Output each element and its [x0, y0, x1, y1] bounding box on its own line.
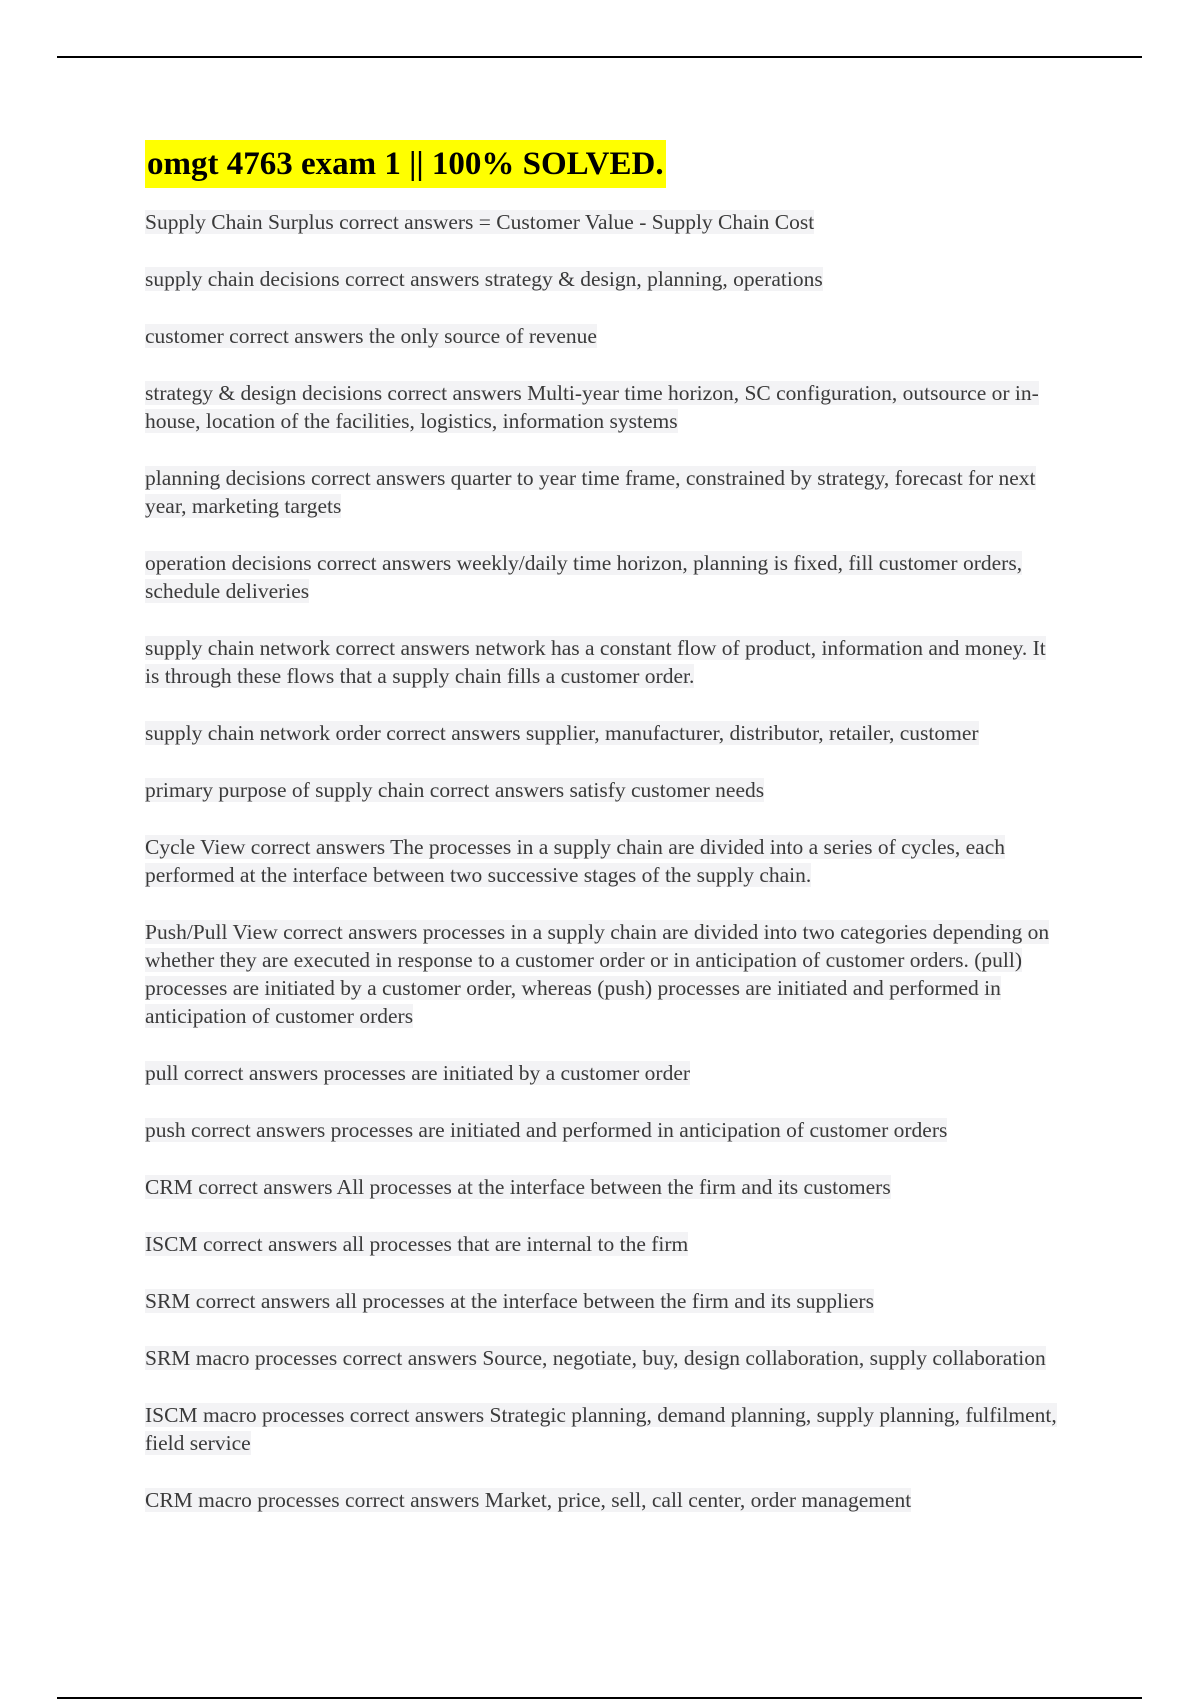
qa-item [145, 1486, 1065, 1514]
qa-text: Cycle View correct answers The processes in a supply chain are divided into a series of cycles, each performed at the interface between two successive stages of the supply chain. [145, 835, 1005, 887]
qa-text: supply chain network correct answers network has a constant flow of product, information and money. It is through these flows that a supply chain fills a customer order. [145, 636, 1046, 688]
qa-text: ISCM correct answers all processes that are internal to the firm [145, 1232, 689, 1256]
qa-item [145, 322, 1065, 350]
qa-text: CRM correct answers All processes at the interface between the firm and its customers [145, 1175, 891, 1199]
qa-text: Supply Chain Surplus correct answers = Customer Value - Supply Chain Cost [145, 210, 815, 234]
qa-item [145, 634, 1065, 690]
bottom-rule [57, 1697, 1142, 1699]
qa-item [145, 549, 1065, 605]
qa-text: supply chain decisions correct answers strategy & design, planning, operations [145, 267, 823, 291]
qa-item [145, 918, 1065, 1030]
top-rule [57, 56, 1142, 58]
qa-item [145, 1173, 1065, 1201]
qa-text: primary purpose of supply chain correct answers satisfy customer needs [145, 778, 765, 802]
qa-text: SRM correct answers all processes at the interface between the firm and its suppliers [145, 1289, 874, 1313]
qa-text: customer correct answers the only source of revenue [145, 324, 597, 348]
qa-item [145, 1230, 1065, 1258]
qa-item [145, 1287, 1065, 1315]
qa-text: pull correct answers processes are initiated by a customer order [145, 1061, 691, 1085]
qa-text: planning decisions correct answers quarter to year time frame, constrained by strategy, forecast for next year, marketing targets [145, 466, 1036, 518]
qa-text: supply chain network order correct answers supplier, manufacturer, distributor, retailer, customer [145, 721, 979, 745]
qa-item [145, 265, 1065, 293]
qa-item [145, 379, 1065, 435]
qa-item [145, 464, 1065, 520]
qa-item [145, 776, 1065, 804]
qa-text: SRM macro processes correct answers Source, negotiate, buy, design collaboration, supply collaboration [145, 1346, 1046, 1370]
qa-text: Push/Pull View correct answers processes in a supply chain are divided into two categories depending on whether they are executed in response to a customer order or in anticipation of customer orders. (pull) processes are initiated by a customer order, whereas (push) processes are initiated and performed in anticipation of customer orders [145, 920, 1050, 1028]
qa-text: push correct answers processes are initiated and performed in anticipation of customer orders [145, 1118, 948, 1142]
qa-item [145, 833, 1065, 889]
qa-item [145, 208, 1065, 236]
qa-item [145, 1401, 1065, 1457]
qa-item [145, 1344, 1065, 1372]
document-body [145, 140, 1065, 1543]
qa-text: strategy & design decisions correct answers Multi-year time horizon, SC configuration, outsource or in-house, location of the facilities, logistics, information systems [145, 381, 1039, 433]
document-title: omgt 4763 exam 1 || 100% SOLVED. [145, 140, 666, 188]
qa-item [145, 1059, 1065, 1087]
qa-item [145, 1116, 1065, 1144]
qa-text: ISCM macro processes correct answers Strategic planning, demand planning, supply planning, fulfilment, field service [145, 1403, 1057, 1455]
qa-text: operation decisions correct answers weekly/daily time horizon, planning is fixed, fill customer orders, schedule deliveries [145, 551, 1023, 603]
qa-list [145, 208, 1065, 1514]
qa-text: CRM macro processes correct answers Market, price, sell, call center, order management [145, 1488, 912, 1512]
qa-item [145, 719, 1065, 747]
